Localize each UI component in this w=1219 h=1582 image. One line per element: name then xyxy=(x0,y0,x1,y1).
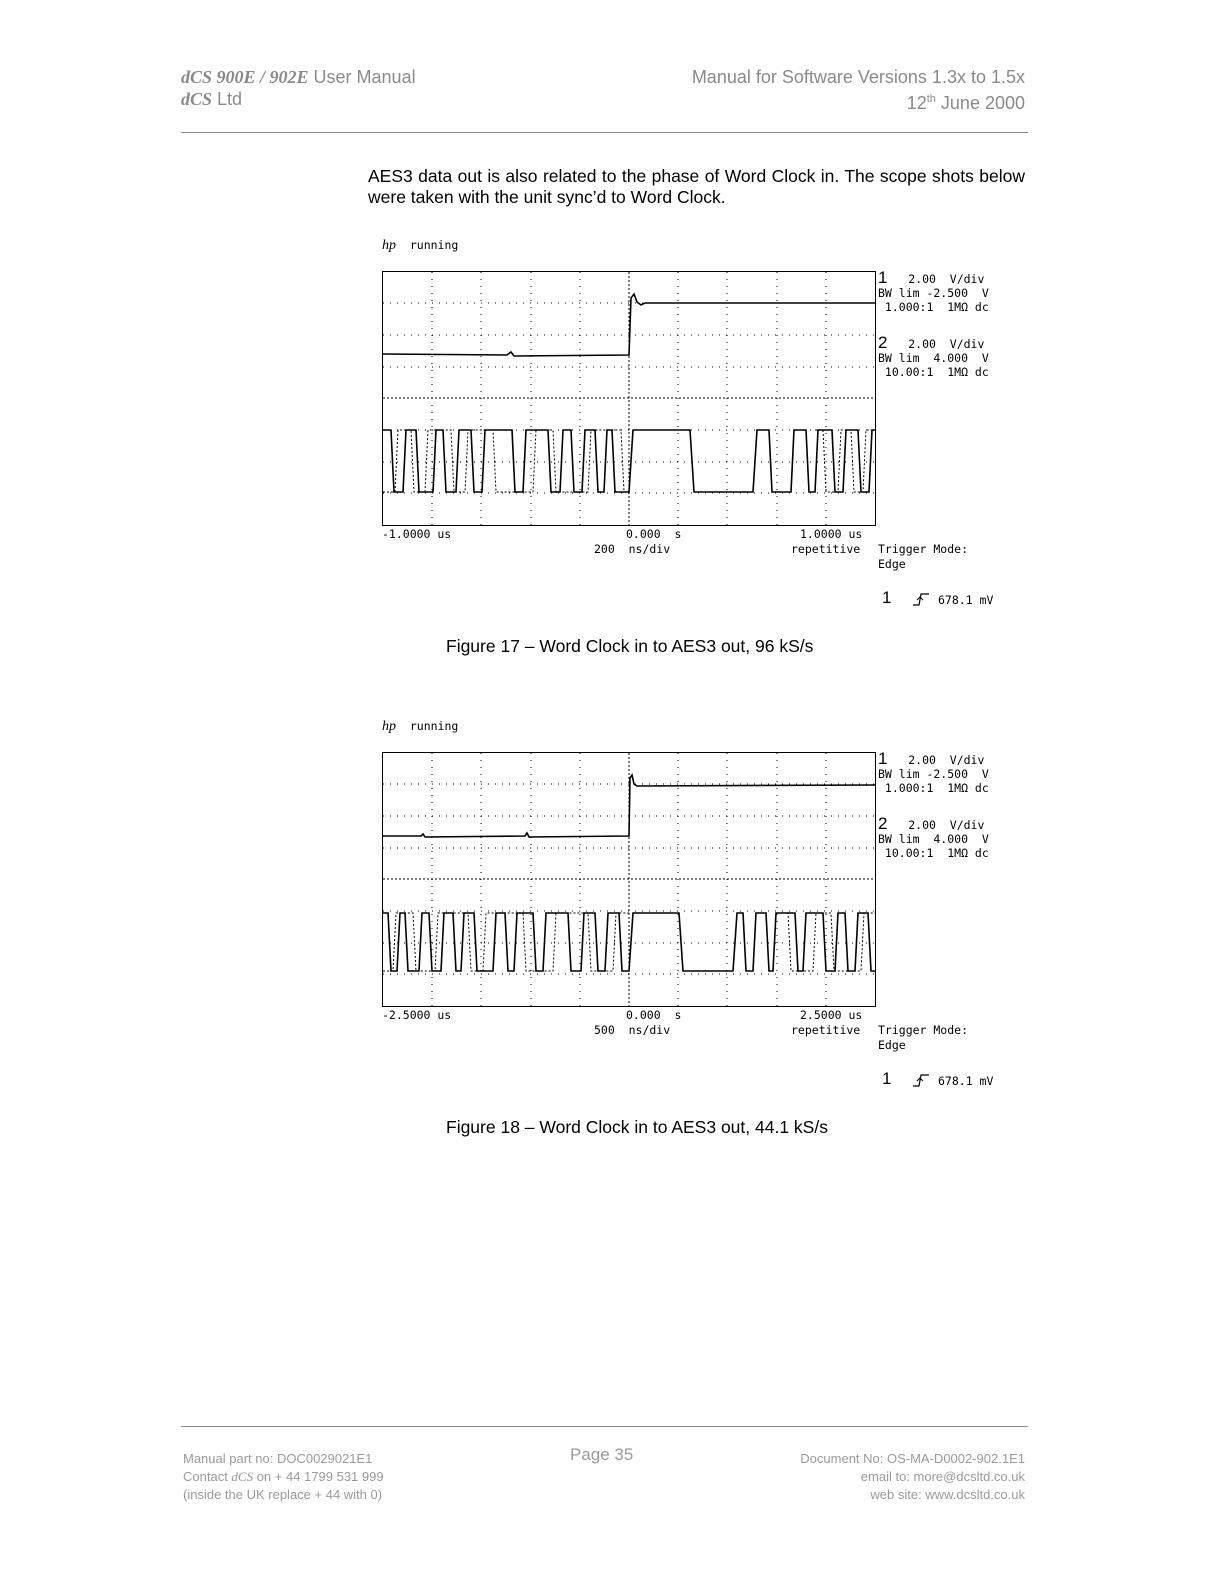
header-left xyxy=(181,66,416,110)
header-date-day: 12 xyxy=(906,93,927,113)
timebase: 200 ns/div xyxy=(594,542,671,556)
header-software-versions: Manual for Software Versions 1.3x to 1.5x xyxy=(691,67,1025,87)
time-right: 1.0000 us xyxy=(800,527,863,541)
ch2-offset: BW lim 4.000 V xyxy=(878,832,989,846)
figure-18-caption: Figure 18 – Word Clock in to AES3 out, 44.1 kS/s xyxy=(446,1117,828,1137)
trigger-mode: Edge xyxy=(878,1038,906,1052)
ch2-probe: 10.00:1 1MΩ dc xyxy=(878,846,989,860)
header-brand: dCS 900E / 902E xyxy=(181,67,309,87)
trigger-label: Trigger Mode: xyxy=(878,1023,969,1037)
header-title-rest: User Manual xyxy=(308,67,416,87)
scope-graticule xyxy=(382,271,876,526)
trigger-level: 678.1 mV xyxy=(938,593,994,607)
header-company-rest: Ltd xyxy=(212,89,243,109)
ch2-number: 2 xyxy=(878,814,888,833)
hp-logo: hp xyxy=(382,719,396,734)
trigger-channel: 1 xyxy=(882,1069,892,1088)
time-center: 0.000 s xyxy=(626,1008,682,1022)
header-title xyxy=(181,66,416,88)
timebase: 500 ns/div xyxy=(594,1023,671,1037)
trigger-setting xyxy=(882,1069,892,1088)
footer-uk-note: (inside the UK replace + 44 with 0) xyxy=(183,1487,383,1502)
ch1-number: 1 xyxy=(878,268,888,287)
ch2-settings xyxy=(878,333,989,379)
ch2-vdiv: 2.00 V/div xyxy=(908,337,985,351)
trigger-label: Trigger Mode: xyxy=(878,542,969,556)
scope-graticule xyxy=(382,752,876,1007)
trigger-setting xyxy=(882,588,892,607)
header-rule xyxy=(181,132,1028,133)
header-date-rest: June 2000 xyxy=(935,93,1025,113)
ch1-settings xyxy=(878,268,989,314)
header-company xyxy=(181,88,416,110)
time-right: 2.5000 us xyxy=(800,1008,863,1022)
header-company-brand: dCS xyxy=(181,89,213,109)
footer-page-number: Page 35 xyxy=(570,1445,634,1464)
time-left: -2.5000 us xyxy=(382,1008,452,1022)
channel-1-trace xyxy=(383,775,875,837)
rising-edge-icon xyxy=(912,1073,930,1087)
trigger-mode: Edge xyxy=(878,557,906,571)
rising-edge-icon xyxy=(912,592,930,606)
ch1-offset: BW lim -2.500 V xyxy=(878,767,989,781)
trigger-level: 678.1 mV xyxy=(938,1074,994,1088)
footer-rule xyxy=(181,1426,1028,1427)
figure-17-caption: Figure 17 – Word Clock in to AES3 out, 96 kS/s xyxy=(446,636,814,656)
time-left: -1.0000 us xyxy=(382,527,452,541)
ch2-vdiv: 2.00 V/div xyxy=(908,818,985,832)
header-right xyxy=(692,66,1025,114)
trigger-channel: 1 xyxy=(882,588,892,607)
footer-website[interactable]: web site: www.dcsltd.co.uk xyxy=(870,1487,1025,1502)
scope-figure-18 xyxy=(370,719,1030,1099)
hp-logo: hp xyxy=(382,238,396,253)
footer-contact xyxy=(183,1468,384,1486)
scope-status xyxy=(382,238,458,253)
ch2-settings xyxy=(878,814,989,860)
footer-part-number: Manual part no: DOC0029021E1 xyxy=(183,1451,373,1466)
acquisition-mode: repetitive xyxy=(791,1023,861,1037)
ch1-vdiv: 2.00 V/div xyxy=(908,753,985,767)
ch2-offset: BW lim 4.000 V xyxy=(878,351,989,365)
ch1-probe: 1.000:1 1MΩ dc xyxy=(878,781,989,795)
acquisition-mode: repetitive xyxy=(791,542,861,556)
footer-right xyxy=(800,1450,1025,1504)
ch1-number: 1 xyxy=(878,749,888,768)
time-center: 0.000 s xyxy=(626,527,682,541)
scope-figure-17 xyxy=(370,238,1030,618)
footer-contact-brand: dCS xyxy=(231,1469,254,1484)
ch2-probe: 10.00:1 1MΩ dc xyxy=(878,365,989,379)
scope-status-text: running xyxy=(409,238,459,252)
footer-left xyxy=(183,1450,384,1504)
header-date xyxy=(692,88,1025,114)
intro-paragraph: AES3 data out is also related to the phase of Word Clock in. The scope shots below were taken with the unit sync’d to Word Clock. xyxy=(368,166,1025,207)
scope-trace-svg xyxy=(383,753,875,1006)
footer-document-number: Document No: OS-MA-D0002-902.1E1 xyxy=(800,1451,1025,1466)
footer-email[interactable]: email to: more@dcsltd.co.uk xyxy=(860,1469,1025,1484)
ch1-probe: 1.000:1 1MΩ dc xyxy=(878,300,989,314)
scope-status-text: running xyxy=(409,719,459,733)
scope-trace-svg xyxy=(383,272,875,525)
scope-status xyxy=(382,719,458,734)
ch1-vdiv: 2.00 V/div xyxy=(908,272,985,286)
ch2-number: 2 xyxy=(878,333,888,352)
ch1-settings xyxy=(878,749,989,795)
footer-contact-pre: Contact xyxy=(183,1469,232,1484)
footer-contact-post: on + 44 1799 531 999 xyxy=(253,1469,384,1484)
ch1-offset: BW lim -2.500 V xyxy=(878,286,989,300)
header-date-suffix: th xyxy=(926,93,936,105)
